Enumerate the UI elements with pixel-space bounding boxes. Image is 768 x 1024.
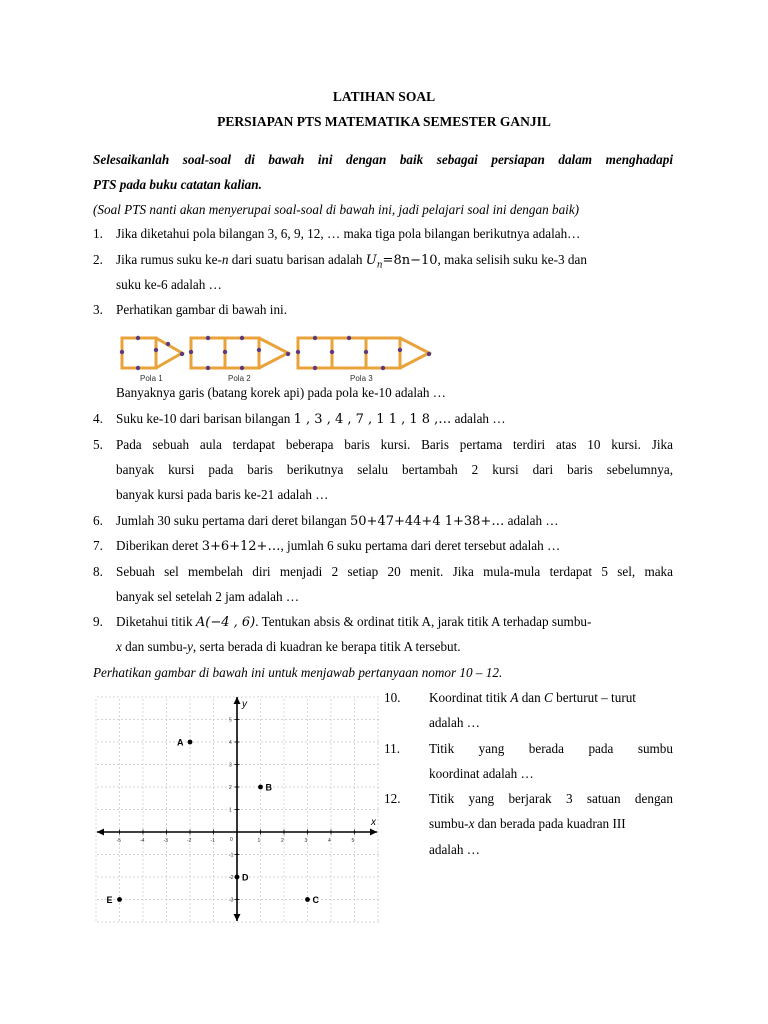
q4-sequence: 1 , 3 , 4 , 7 , 1 1 , 1 8 ,… bbox=[293, 412, 452, 427]
q8-line-2: banyak sel setelah 2 jam adalah … bbox=[116, 589, 300, 604]
x-axis-arrow-right bbox=[370, 829, 377, 836]
q3-number: 3. bbox=[93, 302, 103, 317]
q9-number: 9. bbox=[93, 614, 103, 629]
x-tick-label: -3 bbox=[163, 838, 168, 844]
q5-line-2: banyak kursi pada baris berikutnya selalu bertambah 2 kursi dari baris sebelumnya, bbox=[116, 462, 673, 477]
q7-post: , jumlah 6 suku pertama dari deret tersebut adalah … bbox=[280, 538, 561, 553]
q10-mid: dan bbox=[518, 690, 545, 705]
q12-line-1: Titik yang berjarak 3 satuan dengan bbox=[429, 791, 673, 806]
q5-number: 5. bbox=[93, 437, 103, 452]
x-tick-label: 4 bbox=[328, 838, 331, 844]
point-d bbox=[235, 875, 240, 880]
q12-number: 12. bbox=[384, 791, 401, 806]
q6-number: 6. bbox=[93, 513, 103, 528]
q6-series: 50+47+44+4 1+38+… bbox=[350, 514, 505, 529]
q5-line-1: Pada sebuah aula terdapat beberapa baris kursi. Baris pertama terdiri atas 10 kursi. Jika bbox=[116, 437, 673, 452]
x-axis-label: x bbox=[371, 817, 376, 828]
q10-post: berturut – turut bbox=[552, 690, 636, 705]
intro-line-1: Selesaikanlah soal-soal di bawah ini dengan baik sebagai persiapan dalam menghadapi bbox=[93, 152, 673, 167]
q4-post: adalah … bbox=[451, 411, 506, 426]
y-axis-label: y bbox=[242, 699, 247, 710]
pattern-stick-heads bbox=[120, 336, 431, 370]
q10-text bbox=[429, 690, 673, 706]
section-note: Perhatikan gambar di bawah ini untuk menjawab pertanyaan nomor 10 – 12. bbox=[93, 665, 503, 680]
q8-line-1: Sebuah sel membelah diri menjadi 2 setiap 20 menit. Jika mula-mula terdapat 5 sel, maka bbox=[116, 564, 673, 579]
q4-text bbox=[116, 411, 673, 427]
q12-pre: sumbu- bbox=[429, 816, 469, 831]
pattern-label-2: Pola 2 bbox=[228, 374, 251, 383]
q10-number: 10. bbox=[384, 690, 401, 705]
point-a bbox=[188, 740, 193, 745]
q10-c: C bbox=[544, 690, 553, 705]
q2-formula-sub: n bbox=[376, 260, 383, 271]
page-title: LATIHAN SOAL bbox=[332, 89, 436, 104]
q2-mid: dari suatu barisan adalah bbox=[228, 252, 366, 267]
q2-n: n bbox=[221, 252, 229, 267]
coordinate-plane-chart bbox=[95, 695, 385, 925]
q2-post: , maka selisih suku ke-3 dan bbox=[437, 252, 587, 267]
point-e bbox=[117, 897, 122, 902]
x-tick-label: -5 bbox=[116, 838, 121, 844]
x-tick-label: 3 bbox=[304, 838, 308, 844]
point-label-d: D bbox=[242, 872, 249, 883]
intro-line-2: PTS pada buku catatan kalian. bbox=[93, 177, 262, 192]
q2-formula-u: U bbox=[365, 253, 377, 268]
y-axis-arrow-up bbox=[234, 697, 241, 704]
y-tick-label: -1 bbox=[229, 852, 234, 859]
q9-y: y bbox=[187, 639, 193, 654]
q2-pre: Jika rumus suku ke- bbox=[116, 252, 222, 267]
q7-number: 7. bbox=[93, 538, 103, 553]
q8-number: 8. bbox=[93, 564, 103, 579]
q2-line-2: suku ke-6 adalah … bbox=[116, 277, 222, 292]
matchstick-pattern-figure bbox=[116, 330, 446, 386]
point-label-c: C bbox=[312, 895, 319, 905]
q7-text bbox=[116, 538, 673, 554]
page-subtitle: PERSIAPAN PTS MATEMATIKA SEMESTER GANJIL bbox=[217, 114, 551, 129]
q9-post: . Tentukan absis & ordinat titik A, jarak titik A terhadap sumbu- bbox=[255, 614, 592, 629]
x-tick-label: -4 bbox=[140, 838, 145, 844]
point-label-a: A bbox=[177, 737, 184, 748]
origin-label: 0 bbox=[230, 837, 233, 843]
q2-formula: =8n−10 bbox=[382, 253, 438, 268]
x-tick-label: 1 bbox=[257, 838, 261, 844]
pattern-label-1: Pola 1 bbox=[140, 374, 163, 383]
q5-line-3: banyak kursi pada baris ke-21 adalah … bbox=[116, 487, 329, 502]
q9-pre: Diketahui titik bbox=[116, 614, 196, 629]
q2-text bbox=[116, 252, 673, 271]
y-tick-label: 3 bbox=[229, 762, 232, 769]
y-tick-label: -3 bbox=[229, 897, 234, 904]
q2-number: 2. bbox=[93, 252, 103, 267]
q9-text bbox=[116, 614, 673, 630]
y-tick-label: 5 bbox=[229, 717, 232, 724]
x-tick-label: -2 bbox=[187, 838, 192, 844]
q12-x: x bbox=[468, 816, 475, 831]
q6-pre: Jumlah 30 suku pertama dari deret bilangan bbox=[116, 513, 351, 528]
q1-text: Jika diketahui pola bilangan 3, 6, 9, 12, … maka tiga pola bilangan berikutnya adalah… bbox=[116, 226, 581, 241]
q4-pre: Suku ke-10 dari barisan bilangan bbox=[116, 411, 294, 426]
q9-x: x bbox=[116, 639, 122, 654]
q10-line-2: adalah … bbox=[429, 715, 480, 730]
q7-pre: Diberikan deret bbox=[116, 538, 202, 553]
q9-mid: dan sumbu- bbox=[121, 639, 188, 654]
q12-line-3: adalah … bbox=[429, 842, 480, 857]
q12-post: dan berada pada kuadran III bbox=[474, 816, 626, 831]
q7-series: 3+6+12+… bbox=[201, 539, 281, 554]
x-tick-label: 5 bbox=[351, 838, 355, 844]
q1-number: 1. bbox=[93, 226, 103, 241]
q11-line-1: Titik yang berada pada sumbu bbox=[429, 741, 673, 756]
point-b bbox=[258, 785, 263, 790]
y-tick-label: 4 bbox=[229, 740, 232, 746]
x-tick-label: 2 bbox=[281, 838, 284, 844]
q9-post-2: , serta berada di kuadran ke berapa titik A tersebut. bbox=[192, 639, 461, 654]
pattern-label-3: Pola 3 bbox=[350, 374, 373, 383]
q12-line-2 bbox=[429, 816, 673, 832]
point-c bbox=[305, 897, 310, 902]
q6-post: adalah … bbox=[504, 513, 559, 528]
q3-after: Banyaknya garis (batang korek api) pada pola ke-10 adalah … bbox=[116, 385, 446, 400]
q11-line-2: koordinat adalah … bbox=[429, 766, 534, 781]
q10-pre: Koordinat titik bbox=[429, 690, 511, 705]
q6-text bbox=[116, 513, 673, 529]
q3-text: Perhatikan gambar di bawah ini. bbox=[116, 302, 288, 317]
y-axis-arrow-down bbox=[234, 914, 241, 921]
y-tick-label: -2 bbox=[229, 875, 234, 881]
q11-number: 11. bbox=[384, 741, 400, 756]
q9-point: A(−4 , 6) bbox=[195, 615, 256, 630]
point-label-b: B bbox=[265, 782, 272, 793]
x-tick-label: -1 bbox=[210, 838, 215, 844]
q9-line-2 bbox=[116, 639, 673, 655]
intro-note: (Soal PTS nanti akan menyerupai soal-soal di bawah ini, jadi pelajari soal ini dengan baik) bbox=[93, 202, 580, 217]
q4-number: 4. bbox=[93, 411, 103, 426]
y-tick-label: 1 bbox=[229, 807, 232, 814]
point-label-e: E bbox=[106, 895, 113, 905]
y-tick-label: 2 bbox=[229, 785, 232, 791]
x-axis-arrow-left bbox=[97, 829, 104, 836]
q10-a: A bbox=[510, 690, 519, 705]
